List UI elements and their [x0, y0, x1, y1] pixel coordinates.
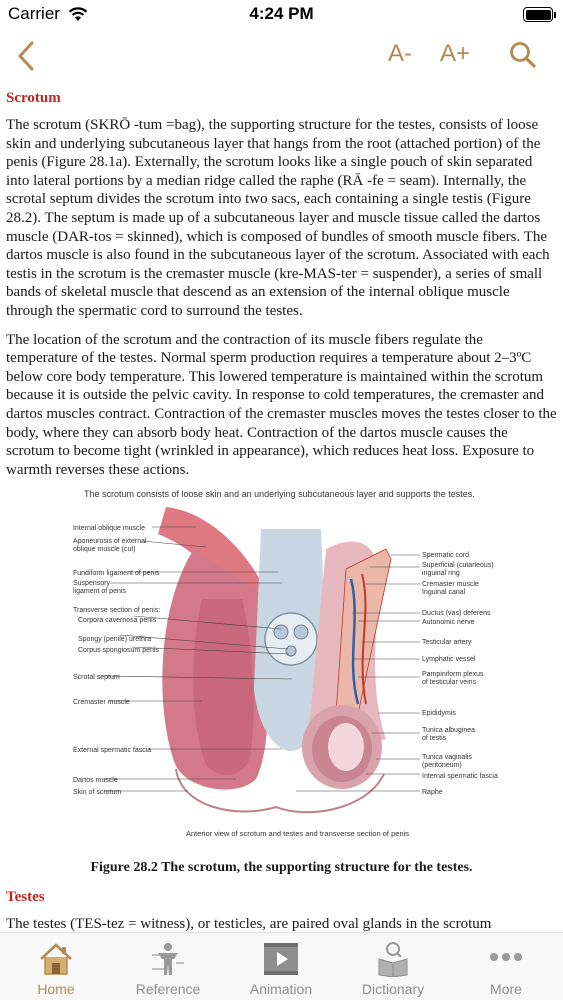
scrotum-paragraph-2: The location of the scrotum and the contraction of its muscle fibers regulate the temperature of the testes. Normal sperm production requires a temperature about 2–3ºC below core body temperature. This lowered temperature is maintained within the scrotum because it is outside the pelvic cavity. In response to cold temperatures, the cremaster and dartos muscles contract. Contraction of the cremaster muscles moves the testes closer to the body, where they can absorb body heat. Contraction of the dartos muscle causes the scrotum to become tight (wrinkled in appearance), which reduces heat loss. Exposure to warmth reverses these actions. — [6, 331, 557, 478]
label-raphe: Raphe — [422, 789, 443, 797]
tab-more[interactable] — [450, 933, 562, 1000]
scrotum-anatomy-illustration — [6, 489, 557, 847]
label-testicular-artery: Testicular artery — [422, 639, 472, 647]
chevron-left-icon[interactable] — [10, 38, 44, 74]
label-autonomic-nerve: Autonomic nerve — [422, 619, 475, 627]
testes-paragraph-1: The testes (TES-tez = witness), or testicles, are paired oval glands in the scrotum — [6, 916, 492, 932]
label-corpora-cavernosa: Corpora cavernosa penis — [78, 617, 157, 625]
battery-icon — [523, 7, 553, 22]
label-cremaster-left: Cremaster muscle — [73, 699, 130, 707]
tab-animation[interactable] — [225, 933, 337, 1000]
section-heading-testes: Testes — [6, 889, 45, 906]
play-video-icon — [263, 941, 299, 977]
section-heading-scrotum: Scrotum — [6, 90, 61, 106]
label-tunica-vaginalis-2: (peritoneum) — [422, 762, 462, 770]
label-tunica-albuginea: Tunica albuginea — [422, 727, 476, 735]
tab-dictionary-label: Dictionary — [361, 981, 425, 997]
article-content[interactable] — [0, 80, 563, 932]
status-time: 4:24 PM — [249, 4, 314, 23]
label-internal-oblique: Internal oblique muscle — [73, 525, 145, 533]
label-suspensory-2: ligament of penis — [73, 588, 126, 596]
home-icon — [38, 941, 74, 977]
label-superficial-ring: Superficial (cutaneous) — [422, 562, 494, 570]
book-search-icon — [375, 941, 411, 977]
figure-footnote: Anterior view of scrotum and testes and transverse section of penis — [186, 829, 410, 839]
label-aponeurosis: Aponeurosis of external — [73, 538, 147, 546]
label-aponeurosis-2: oblique muscle (cut) — [73, 546, 136, 554]
label-dartos-muscle: Dartos muscle — [73, 777, 118, 785]
label-spermatic-cord: Spermatic cord — [422, 552, 470, 560]
figure-title: Figure 28.2 The scrotum, the supporting structure for the testes. — [90, 860, 473, 876]
label-inguinal-canal: Inguinal canal — [422, 589, 466, 597]
label-superficial-ring-2: inguinal ring — [422, 570, 460, 578]
tab-reference[interactable] — [112, 933, 224, 1000]
label-lymphatic-vessel: Lymphatic vessel — [422, 656, 476, 664]
label-transverse-section: Transverse section of penis: — [73, 607, 161, 615]
label-epididymis: Epididymis — [422, 710, 456, 718]
label-cremaster-right: Cremaster muscle — [422, 581, 479, 589]
font-larger-button[interactable]: A+ — [440, 40, 471, 67]
label-ductus-deferens: Ductus (vas) deferens — [422, 610, 491, 618]
label-fundiform-ligament: Fundiform ligament of penis — [73, 570, 160, 578]
label-skin-of-scrotum: Skin of scrotum — [73, 789, 122, 797]
search-icon[interactable] — [508, 40, 538, 70]
status-bar — [0, 0, 563, 30]
label-spongy-urethra: Spongy (penile) urethra — [78, 636, 152, 644]
nav-bar — [0, 30, 563, 80]
label-suspensory: Suspensory — [73, 580, 110, 588]
figure-top-caption: The scrotum consists of loose skin and an underlying subcutaneous layer and supports the testes. — [84, 489, 475, 500]
tab-home[interactable] — [0, 933, 112, 1000]
tab-more-label: More — [490, 981, 522, 997]
label-tunica-albuginea-2: of testis — [422, 735, 447, 743]
carrier-label: Carrier — [8, 4, 60, 23]
tab-dictionary[interactable] — [337, 933, 449, 1000]
body-reference-icon — [150, 941, 186, 977]
tab-home-label: Home — [37, 981, 75, 997]
label-scrotal-septum: Scrotal septum — [73, 674, 120, 682]
tab-bar — [0, 932, 563, 1000]
label-external-spermatic-fascia: External spermatic fascia — [73, 747, 152, 755]
scrotum-paragraph-1: The scrotum (SKRŌ -tum =bag), the supporting structure for the testes, consists of loose skin and underlying subcutaneous layer that hangs from the root (attached portion) of the penis (Figure 28.1a). Externally, the scrotum looks like a single pouch of skin separated into lateral portions by a median ridge called the raphe (RĀ -fe = seam). Internally, the scrotal septum divides the scrotum into two sacs, each containing a single testis (Figure 28.2). The septum is made up of a subcutaneous layer and muscle tissue called the dartos muscle (DAR-tos = skinned), which is composed of bundles of smooth muscle fibers. The dartos muscle is also found in the subcutaneous layer of the scrotum. Associated with each testis in the scrotum is the cremaster muscle (kre-MAS-ter = suspender), a series of small bands of skeletal muscle that descend as an extension of the internal oblique muscle through the spermatic cord to surround the testes. — [6, 117, 550, 319]
figure-scrotum-illustration — [6, 489, 557, 847]
font-smaller-button[interactable]: A- — [388, 40, 412, 67]
more-dots-icon — [488, 941, 524, 977]
label-corpus-spongiosum: Corpus spongiosum penis — [78, 647, 159, 655]
label-internal-spermatic-fascia: Internal spermatic fascia — [422, 773, 498, 781]
tab-reference-label: Reference — [135, 981, 201, 997]
label-pampiniform-plexus: Pampiniform plexus — [422, 671, 484, 679]
label-tunica-vaginalis: Tunica vaginalis — [422, 754, 472, 762]
label-pampiniform-plexus-2: of testicular veins — [422, 679, 477, 687]
tab-animation-label: Animation — [249, 981, 313, 997]
